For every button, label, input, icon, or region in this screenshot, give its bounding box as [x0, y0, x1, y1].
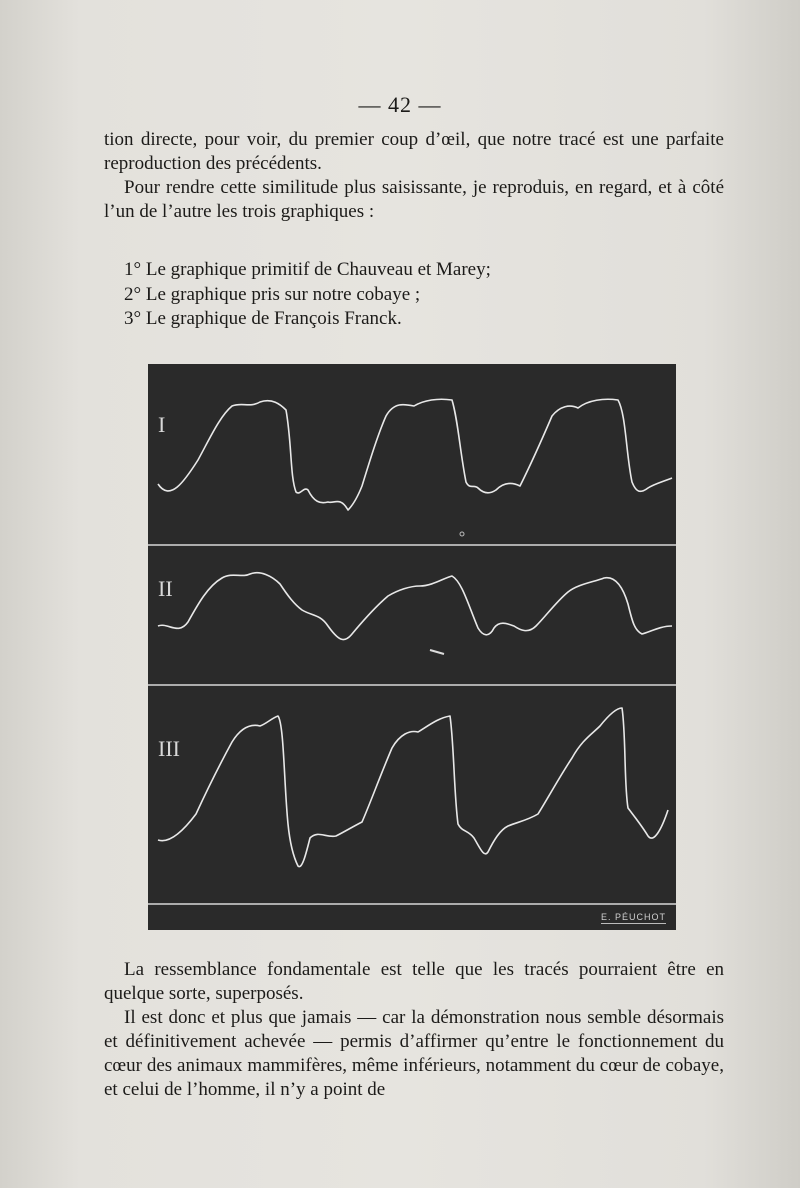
list-item-2: 2° Le graphique pris sur notre cobaye ; — [124, 283, 421, 305]
list-item-3: 3° Le graphique de François Franck. — [124, 308, 402, 329]
trace-label-III: III — [158, 736, 180, 761]
tracings-plate — [148, 364, 676, 930]
bottom-text — [104, 958, 724, 1102]
trace-label-I: I — [158, 412, 166, 437]
trace-II — [158, 573, 672, 640]
trace-III — [158, 708, 668, 867]
paragraph-conclusion: Il est donc et plus que jamais — car la démonstration nous semble désormais et définitivement achevée — permis d’affirmer qu’entre le fonctionnement du cœur des animaux mammifères, même inférieurs, notamment du cœur de cobaye, et celui de l’homme, il n’y a point de — [104, 1007, 724, 1100]
paragraph-continuation: tion directe, pour voir, du premier coup d’œil, que notre tracé est une parfaite reproduction des précédents. — [104, 129, 724, 174]
speck — [430, 650, 444, 654]
trace-I — [158, 399, 672, 510]
trace-label-II: II — [158, 576, 173, 601]
paragraph-reproduction: Pour rendre cette similitude plus saisissante, je reproduis, en regard, et à côté l’un de l’autre les trois graphiques : — [104, 177, 724, 222]
graph-list — [124, 258, 491, 332]
list-item-1: 1° Le graphique primitif de Chauveau et Marey; — [124, 259, 491, 280]
cardiac-tracings-figure — [148, 364, 676, 930]
paragraph-resemblance: La ressemblance fondamentale est telle que les tracés pourraient être en quelque sorte, superposés. — [104, 959, 724, 1004]
page-number: — 42 — — [358, 92, 442, 117]
speck — [460, 532, 464, 536]
top-text — [104, 128, 724, 224]
engraver-signature: E. PÉUCHOT — [600, 912, 666, 922]
